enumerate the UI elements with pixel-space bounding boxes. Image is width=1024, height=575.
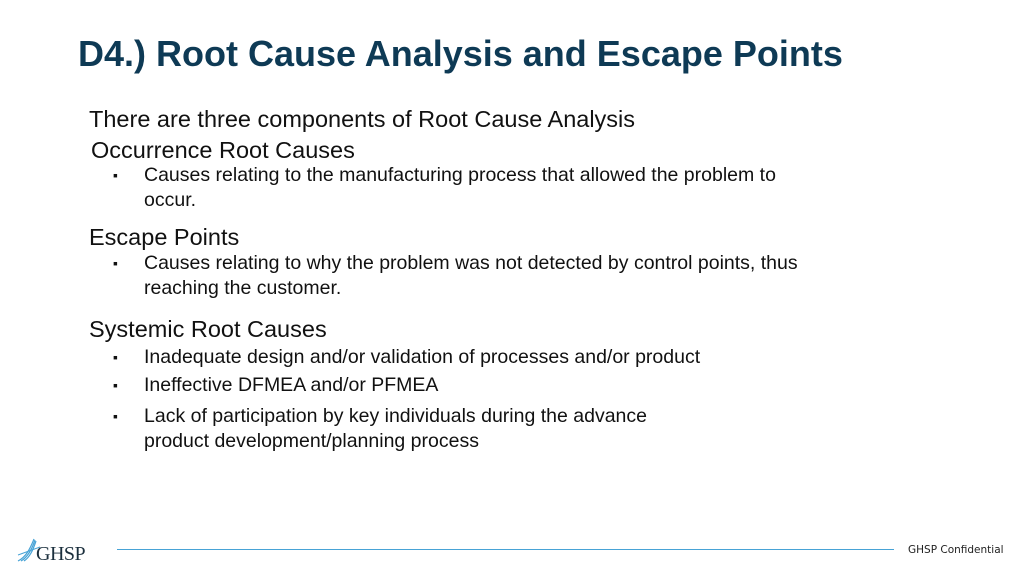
intro-text: There are three components of Root Cause Analysis bbox=[89, 106, 636, 132]
bullet-text: Lack of participation by key individuals during the advance product development/planning process bbox=[144, 405, 647, 452]
bullet-text: Ineffective DFMEA and/or PFMEA bbox=[144, 374, 439, 396]
square-bullet-icon: ▪ bbox=[113, 377, 118, 393]
slide-title: D4.) Root Cause Analysis and Escape Points bbox=[78, 33, 843, 74]
section-heading-systemic-root-causes: Systemic Root Causes bbox=[89, 316, 327, 342]
section-heading-escape-points: Escape Points bbox=[89, 224, 240, 250]
bullet-text: Causes relating to why the problem was not detected by control points, thus reaching the customer. bbox=[144, 252, 798, 299]
square-bullet-icon: ▪ bbox=[113, 167, 118, 183]
square-bullet-icon: ▪ bbox=[113, 255, 118, 271]
square-bullet-icon: ▪ bbox=[113, 408, 118, 424]
footer-divider bbox=[117, 549, 894, 550]
ghsp-logo bbox=[16, 535, 110, 565]
square-bullet-icon: ▪ bbox=[113, 349, 118, 365]
section-heading-occurrence-root-causes: Occurrence Root Causes bbox=[91, 137, 355, 163]
confidential-label: GHSP Confidential bbox=[908, 544, 1004, 556]
bullet-text: Inadequate design and/or validation of processes and/or product bbox=[144, 346, 701, 368]
bullet-text: Causes relating to the manufacturing process that allowed the problem to occur. bbox=[144, 164, 776, 211]
logo-wordmark: GHSP bbox=[36, 543, 86, 565]
